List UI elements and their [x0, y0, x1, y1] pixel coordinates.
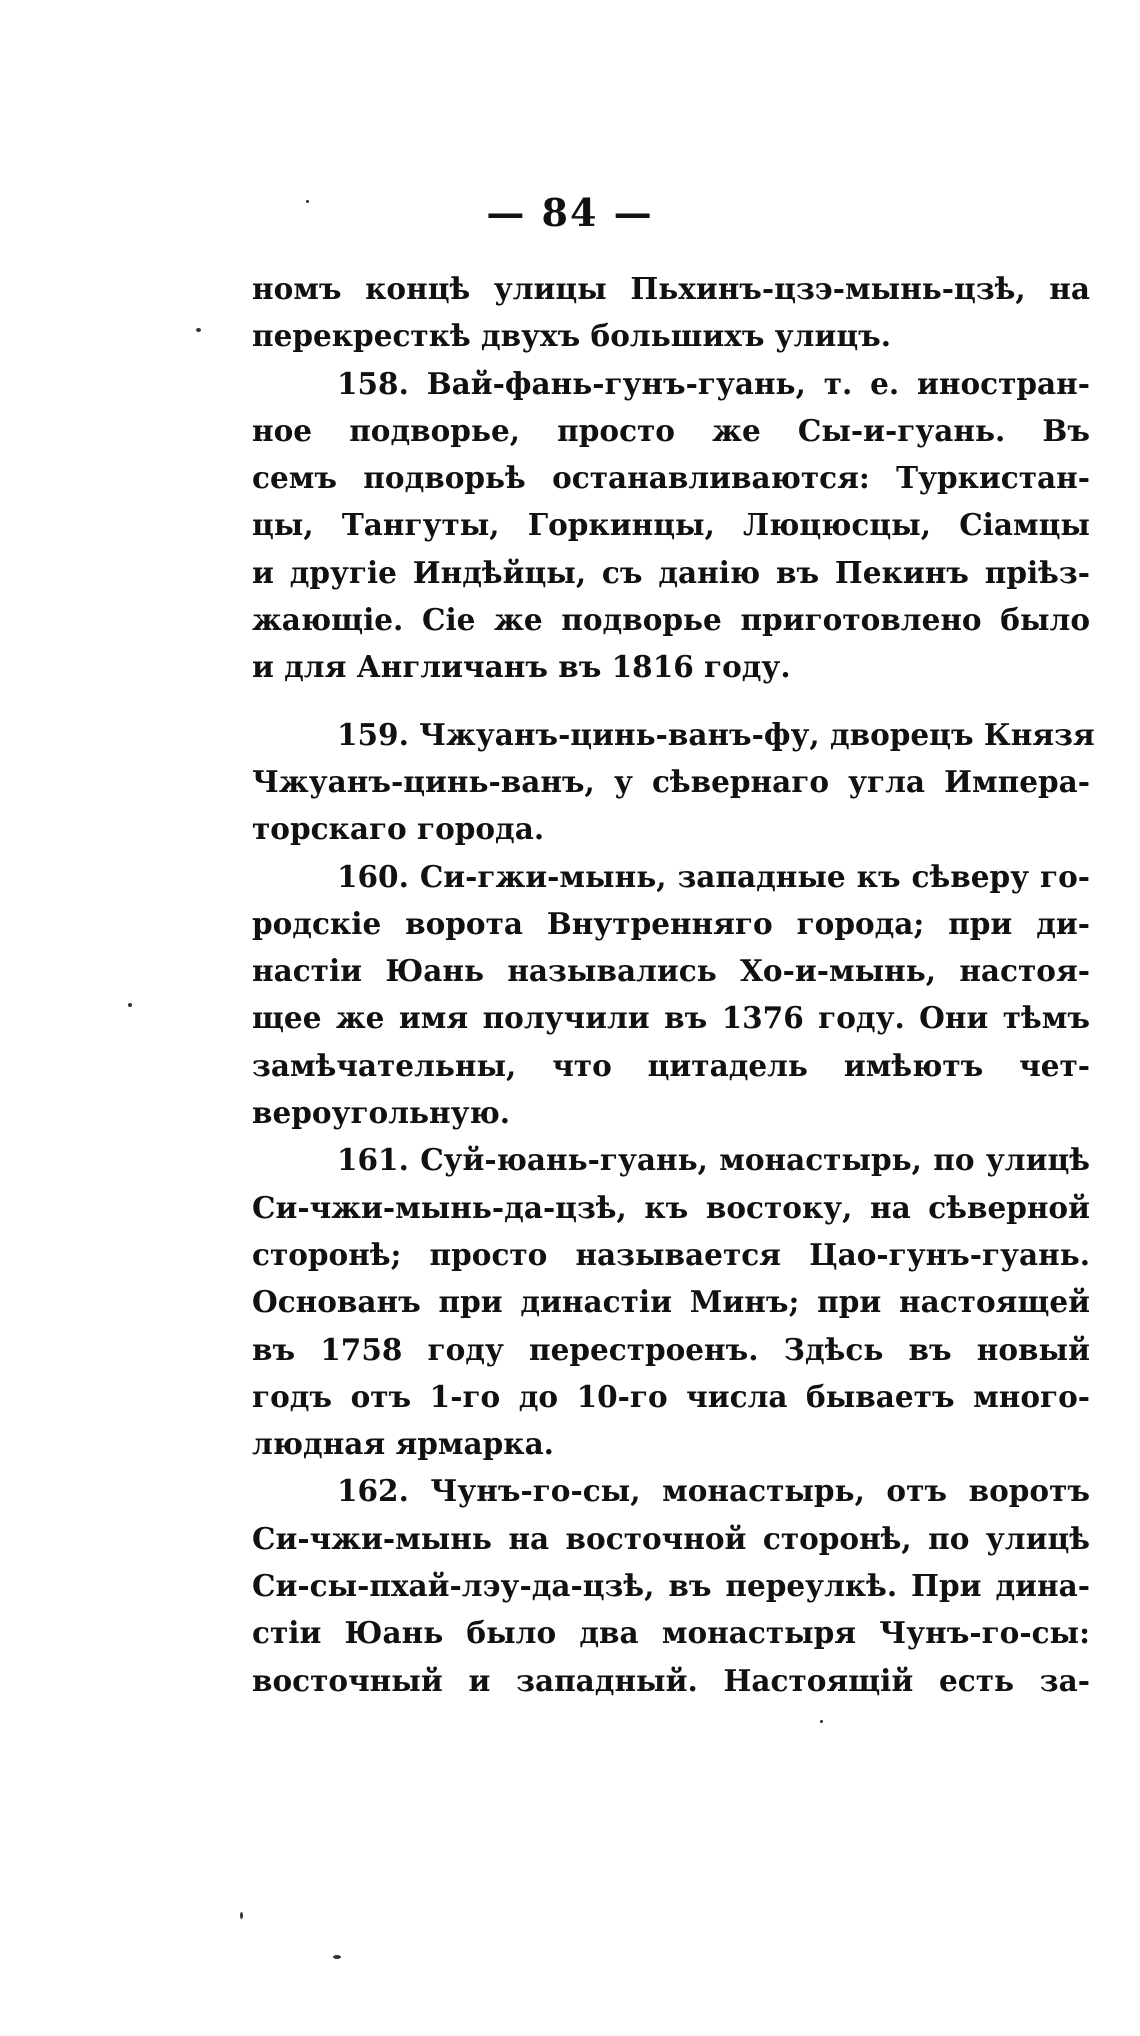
entry-162-line: 162. Чунъ-го-сы, монастырь, отъ воротъ [337, 1473, 1090, 1509]
scan-speck [306, 200, 309, 203]
scan-speck [240, 1912, 243, 1919]
text-line: Си-чжи-мынь-да-цзѣ, къ востоку, на сѣверной [252, 1189, 1090, 1225]
text-line: семъ подворьѣ останавливаются: Туркистан- [252, 460, 1090, 496]
scan-speck [196, 328, 201, 332]
text-line: Си-сы-пхай-лэу-да-цзѣ, въ переулкѣ. При дина- [252, 1568, 1090, 1604]
text-line: замѣчательны, что цитадель имѣютъ чет- [252, 1047, 1090, 1083]
text-line: и для Англичанъ въ 1816 году. [252, 649, 791, 685]
text-line: торскаго города. [252, 811, 545, 847]
text-line: ное подворье, просто же Сы-и-гуань. Въ [252, 412, 1090, 448]
entry-158-line: 158. Вай-фань-гунъ-гуань, т. е. иностран- [337, 365, 1090, 401]
scan-speck [820, 1720, 823, 1723]
text-line: годъ отъ 1-го до 10-го числа бываетъ много- [252, 1378, 1090, 1414]
scan-speck [333, 1955, 341, 1959]
body-text [252, 265, 1095, 1704]
entry-161-line: 161. Суй-юань-гуань, монастырь, по улицѣ [337, 1142, 1090, 1178]
text-line: родскіе ворота Внутренняго города; при ди- [252, 905, 1090, 941]
text-line: щее же имя получили въ 1376 году. Они тѣмъ [252, 1000, 1090, 1036]
text-line: настіи Юань назывались Хо-и-мынь, настоя- [252, 953, 1090, 989]
text-line: стіи Юань было два монастыря Чунъ-го-сы: [252, 1615, 1090, 1651]
text-line: Си-чжи-мынь на восточной сторонѣ, по улицѣ [252, 1520, 1090, 1556]
text-line: вероугольную. [252, 1095, 511, 1131]
page-number: — 84 — [486, 190, 654, 235]
text-line: Чжуанъ-цинь-ванъ, у сѣвернаго угла Импера- [252, 763, 1090, 799]
text-line: восточный и западный. Настоящій есть за- [252, 1662, 1090, 1698]
text-line: сторонѣ; просто называется Цао-гунъ-гуань. [252, 1236, 1090, 1272]
text-line: Основанъ при династіи Минъ; при настоящей [252, 1284, 1090, 1320]
text-line: въ 1758 году перестроенъ. Здѣсь въ новый [252, 1331, 1090, 1367]
entry-160-line: 160. Си-гжи-мынь, западные къ сѣверу го- [337, 858, 1090, 894]
text-line: людная ярмарка. [252, 1426, 554, 1462]
text-line: номъ концѣ улицы Пьхинъ-цзэ-мынь-цзѣ, на [252, 271, 1090, 306]
scan-speck [128, 1003, 132, 1007]
text-line: перекресткѣ двухъ большихъ улицъ. [252, 318, 892, 354]
text-line: цы, Тангуты, Горкинцы, Люцюсцы, Сіамцы [252, 507, 1090, 543]
entry-159-line: 159. Чжуанъ-цинь-ванъ-фу, дворецъ Князя [337, 716, 1095, 752]
text-line: жающіе. Сіе же подворье приготовлено было [252, 602, 1090, 638]
text-line: и другіе Индѣйцы, съ данію въ Пекинъ пріѣз- [252, 554, 1090, 590]
